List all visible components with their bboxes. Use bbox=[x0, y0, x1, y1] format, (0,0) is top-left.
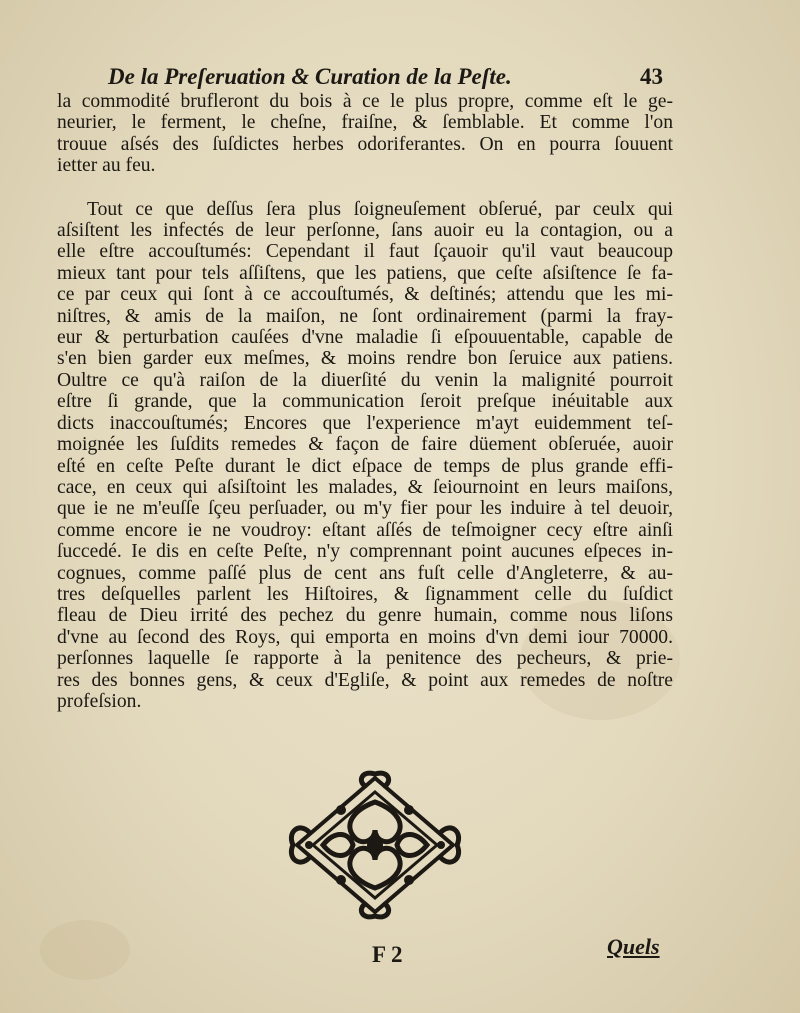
text-line: tres deſquelles parlent les Hiſtoires, & ſignamment celle du ſuſdict bbox=[57, 583, 673, 605]
text-line: profeſsion. bbox=[57, 690, 142, 712]
paragraph-2 bbox=[57, 199, 673, 713]
text-line: que ie ne m'euſſe ſçeu perſuader, ou m'y fier pour les induire à tel deuoir, bbox=[57, 498, 673, 520]
text-line: eſtre ſi grande, que la communication ſeroit preſque inéuitable aux bbox=[57, 391, 673, 413]
text-line: elle eſtre accouſtumés: Cependant il faut ſçauoir qu'il vaut beaucoup bbox=[57, 241, 673, 263]
body-text bbox=[57, 91, 673, 712]
text-line: la commodité brufleront du bois à ce le plus propre, comme eſt le ge- bbox=[57, 91, 673, 112]
paragraph-1 bbox=[57, 91, 673, 177]
text-line: eſté en ceſte Peſte durant le dict eſpace de temps de plus grande effi- bbox=[57, 455, 673, 477]
fleuron-ornament-icon bbox=[283, 770, 467, 920]
text-line: trouue aſsés des ſuſdictes herbes odoriferantes. On en pourra ſouuent bbox=[57, 133, 673, 155]
text-line: s'en bien garder eux meſmes, & moins rendre bon ſeruice aux patiens. bbox=[57, 348, 673, 370]
text-line: eur & perturbation cauſées d'vne maladie ſi eſpouuentable, capable de bbox=[57, 327, 673, 349]
running-header bbox=[108, 64, 663, 94]
text-line: ce par ceux qui ſont à ce accouſtumés, & deſtinés; attendu que les mi- bbox=[57, 284, 673, 306]
text-line: mieux tant pour tels aſſiſtens, que les patiens, que ceſte aſsiſtence ſe fa- bbox=[57, 262, 673, 284]
text-line: neurier, le ferment, le cheſne, fraiſne, & ſemblable. Et comme l'on bbox=[57, 112, 673, 134]
text-line: d'vne au ſecond des Roys, qui emporta en moins d'vn demi iour 70000. bbox=[57, 626, 673, 648]
paragraph-gap bbox=[57, 177, 673, 199]
page-number: 43 bbox=[640, 64, 663, 89]
paper-stain bbox=[40, 920, 130, 980]
text-line: Oultre ce qu'à raiſon de la diuerſité du venin la malignité pourroit bbox=[57, 369, 673, 391]
text-line: dicts inaccouſtumés; Encores que l'experience m'ayt euidemment teſ- bbox=[57, 412, 673, 434]
text-line: fleau de Dieu irrité des pechez du genre humain, comme nous liſons bbox=[57, 605, 673, 627]
text-line: ſuccedé. Ie dis en ceſte Peſte, n'y comprennant point aucunes eſpeces in- bbox=[57, 541, 673, 563]
text-line: aſsiſtent les infectés de leur perſonne, ſans auoir eu la contagion, ou a bbox=[57, 220, 673, 242]
text-line: comme encore ie ne voudroy: eſtant aſſés de teſmoigner cecy eſtre ainſi bbox=[57, 519, 673, 541]
text-line: perſonnes laquelle ſe rapporte à la penitence des pecheurs, & prie- bbox=[57, 648, 673, 670]
running-title: De la Preſeruation & Curation de la Peſte. bbox=[108, 64, 512, 89]
text-line: cace, en ceux qui aſsiſtoint les malades, & ſeiournoint en leurs maiſons, bbox=[57, 476, 673, 498]
text-line: moignée les ſuſdits remedes & façon de faire düement obſeruée, auoir bbox=[57, 434, 673, 456]
text-line: ietter au feu. bbox=[57, 155, 156, 177]
catchword: Quels bbox=[607, 934, 660, 959]
signature-mark: F 2 bbox=[372, 942, 403, 967]
text-line: niſtres, & amis de la maiſon, ne ſont ordinairement (parmi la fray- bbox=[57, 305, 673, 327]
text-line: cognues, comme paſſé plus de cent ans fuſt celle d'Angleterre, & au- bbox=[57, 562, 673, 584]
text-line: Tout ce que deſſus ſera plus ſoigneuſement obſerué, par ceulx qui bbox=[87, 198, 673, 220]
text-line: res des bonnes gens, & ceux d'Egliſe, & point aux remedes de noſtre bbox=[57, 669, 673, 691]
